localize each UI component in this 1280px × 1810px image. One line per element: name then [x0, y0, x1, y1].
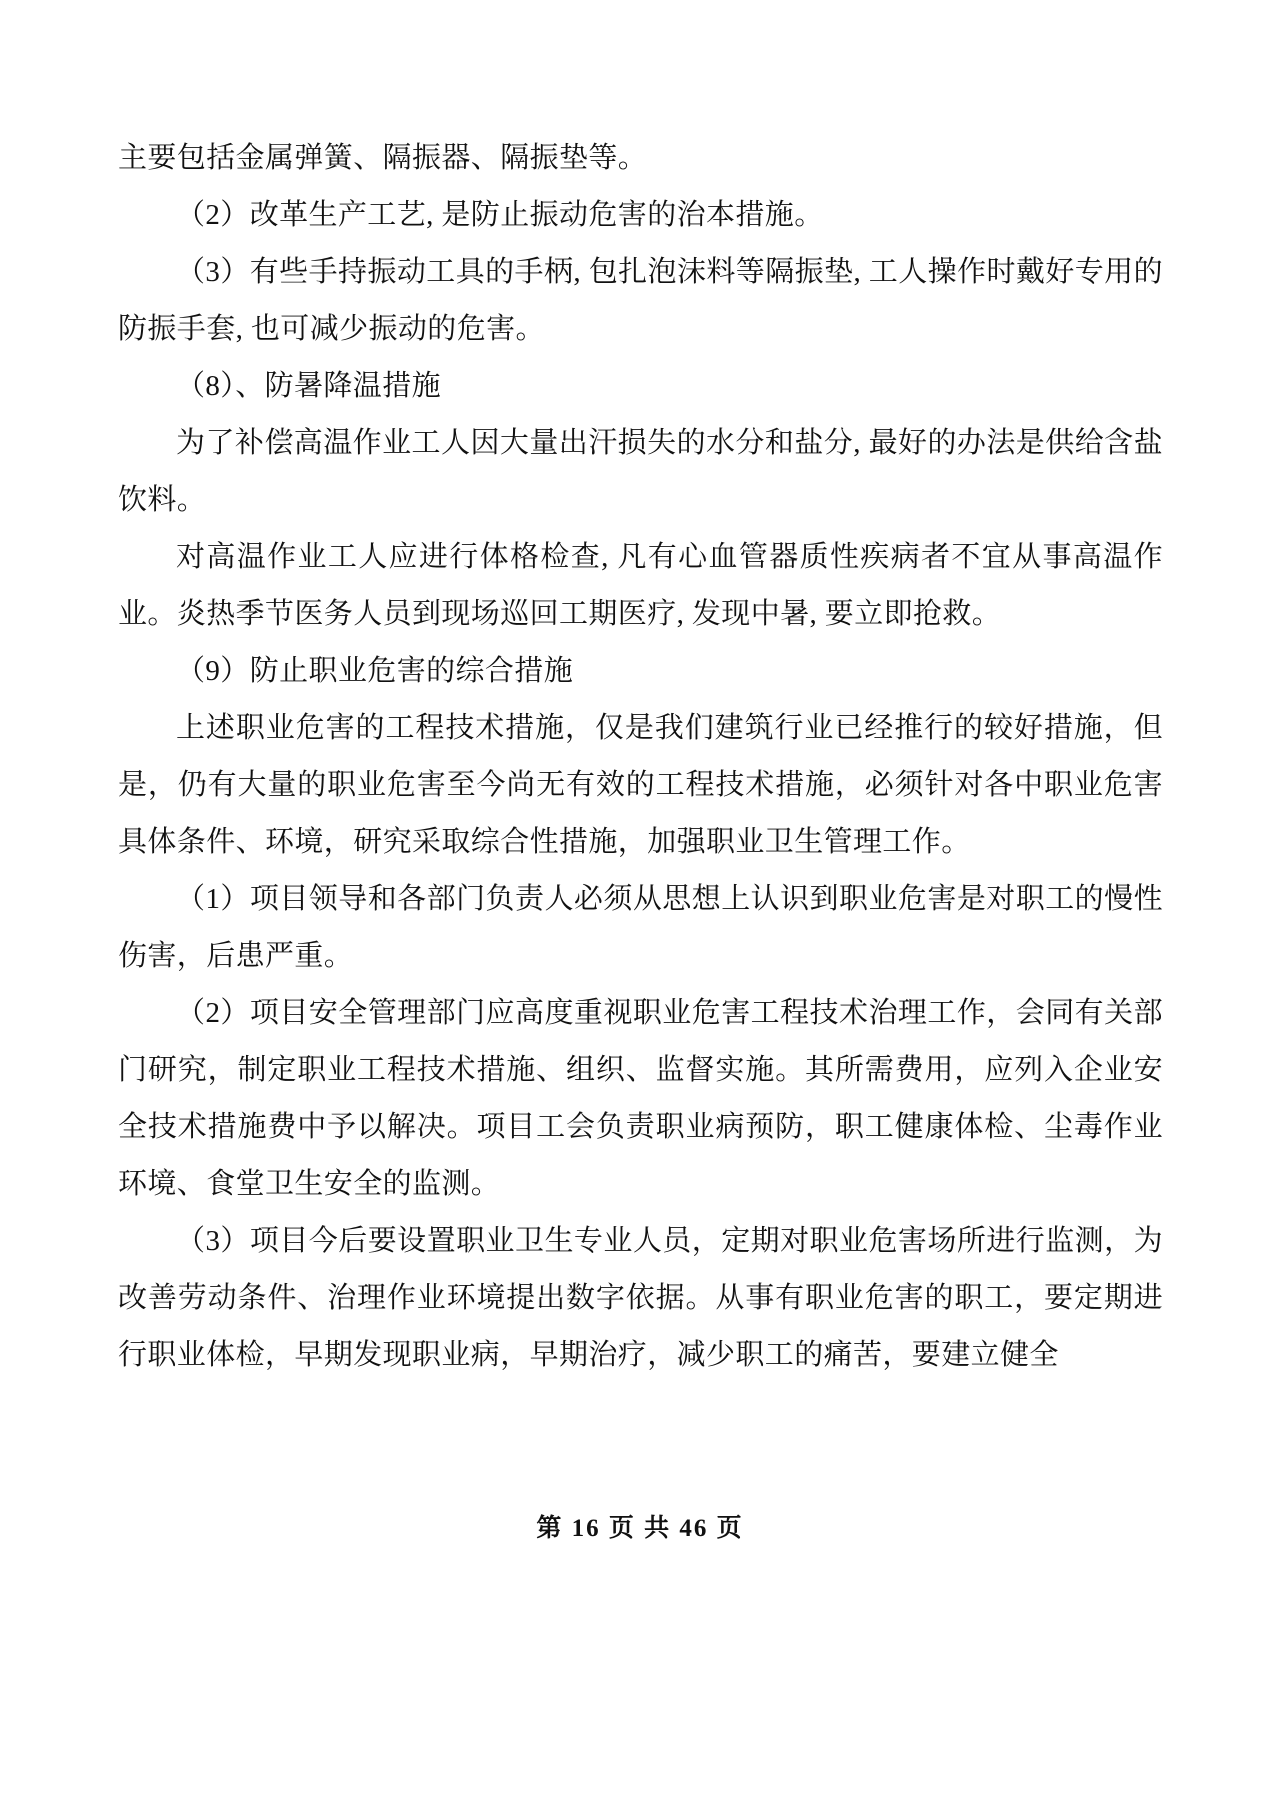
- page-footer: 第 16 页 共 46 页: [536, 1515, 744, 1542]
- paragraph: 主要包括金属弹簧、隔振器、隔振垫等。: [118, 142, 648, 174]
- paragraph: （3）有些手持振动工具的手柄, 包扎泡沫料等隔振垫, 工人操作时戴好专用的防振手套, 也可减少振动的危害。: [118, 256, 1163, 345]
- paragraph: （2）改革生产工艺, 是防止振动危害的治本措施。: [176, 199, 824, 231]
- paragraph: （1）项目领导和各部门负责人必须从思想上认识到职业危害是对职工的慢性伤害，后患严重。: [118, 883, 1163, 972]
- page-body: [118, 130, 1163, 1384]
- paragraph: （8）、防暑降温措施: [176, 370, 442, 402]
- paragraph: （9）防止职业危害的综合措施: [176, 655, 574, 687]
- paragraph: 为了补偿高温作业工人因大量出汗损失的水分和盐分, 最好的办法是供给含盐饮料。: [118, 427, 1163, 516]
- paragraph: （3）项目今后要设置职业卫生专业人员，定期对职业危害场所进行监测，为改善劳动条件、治理作业环境提出数字依据。从事有职业危害的职工，要定期进行职业体检，早期发现职业病，早期治疗，减少职工的痛苦，要建立健全: [118, 1225, 1163, 1371]
- paragraph: （2）项目安全管理部门应高度重视职业危害工程技术治理工作，会同有关部门研究，制定职业工程技术措施、组织、监督实施。其所需费用，应列入企业安全技术措施费中予以解决。项目工会负责职业病预防，职工健康体检、尘毒作业环境、食堂卫生安全的监测。: [118, 997, 1163, 1200]
- paragraph: 对高温作业工人应进行体格检查, 凡有心血管器质性疾病者不宜从事高温作业。炎热季节医务人员到现场巡回工期医疗, 发现中暑, 要立即抢救。: [118, 541, 1163, 630]
- paragraph: 上述职业危害的工程技术措施，仅是我们建筑行业已经推行的较好措施，但是，仍有大量的职业危害至今尚无有效的工程技术措施，必须针对各中职业危害具体条件、环境，研究采取综合性措施，加强职业卫生管理工作。: [118, 712, 1163, 858]
